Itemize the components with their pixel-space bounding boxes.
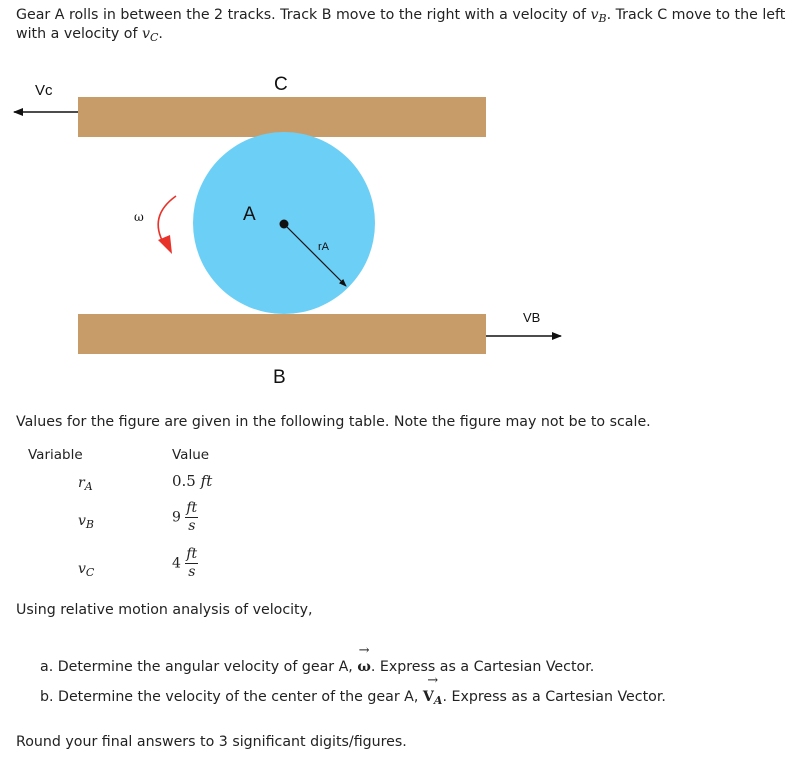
row-vb-value: 9 $\frac{ft}{s}$ [172, 500, 198, 534]
va-vector-symbol: → $V_A$ [422, 673, 443, 707]
row-vc-variable: $v_C$ [78, 561, 95, 579]
rounding-note: Round your final answers to 3 significant digits/figures. [16, 734, 407, 750]
label-vc: Vc [35, 82, 53, 99]
omega-vector-symbol: → ω [357, 643, 371, 675]
label-a: A [243, 204, 256, 225]
problem-statement: Gear A rolls in between the 2 tracks. Track B move to the right with a velocity of $v_B$. Track C move to the left with a velocity of $v_C$. [16, 7, 786, 44]
table-caption: Values for the figure are given in the following table. Note the figure may not be to scale. [16, 414, 651, 430]
header-variable: Variable [28, 447, 83, 463]
label-ra: rA [318, 241, 329, 253]
label-b: B [273, 367, 286, 388]
row-ra-variable: $r_A$ [78, 475, 93, 493]
track-c [78, 97, 486, 137]
row-vb-variable: $v_B$ [78, 513, 95, 531]
header-value: Value [172, 447, 210, 463]
gear-track-figure [0, 60, 600, 400]
row-ra-value: 0.5 ft [172, 472, 213, 490]
label-c: C [274, 74, 288, 95]
method-text: Using relative motion analysis of velocity, [16, 602, 313, 618]
question-a: a. Determine the angular velocity of gear A, → ω. Express as a Cartesian Vector. [40, 643, 595, 675]
intro-text-1: Gear A rolls in between the 2 tracks. Track B move to the right with a velocity of [16, 7, 591, 23]
vc-symbol: $v_C$ [141, 26, 159, 44]
rotation-arrowhead [158, 235, 172, 254]
label-vb: VB [523, 310, 541, 325]
intro-text-2: . Track C move to the left with a velocity of [16, 7, 786, 42]
vb-symbol: $v_B$ [590, 7, 607, 25]
label-omega: ω [134, 210, 144, 224]
row-vc-value: 4 $\frac{ft}{s}$ [172, 546, 198, 580]
track-b [78, 314, 486, 354]
question-b: b. Determine the velocity of the center of the gear A, → $V_A$. Express as a Cartesian Vector. [40, 673, 666, 707]
